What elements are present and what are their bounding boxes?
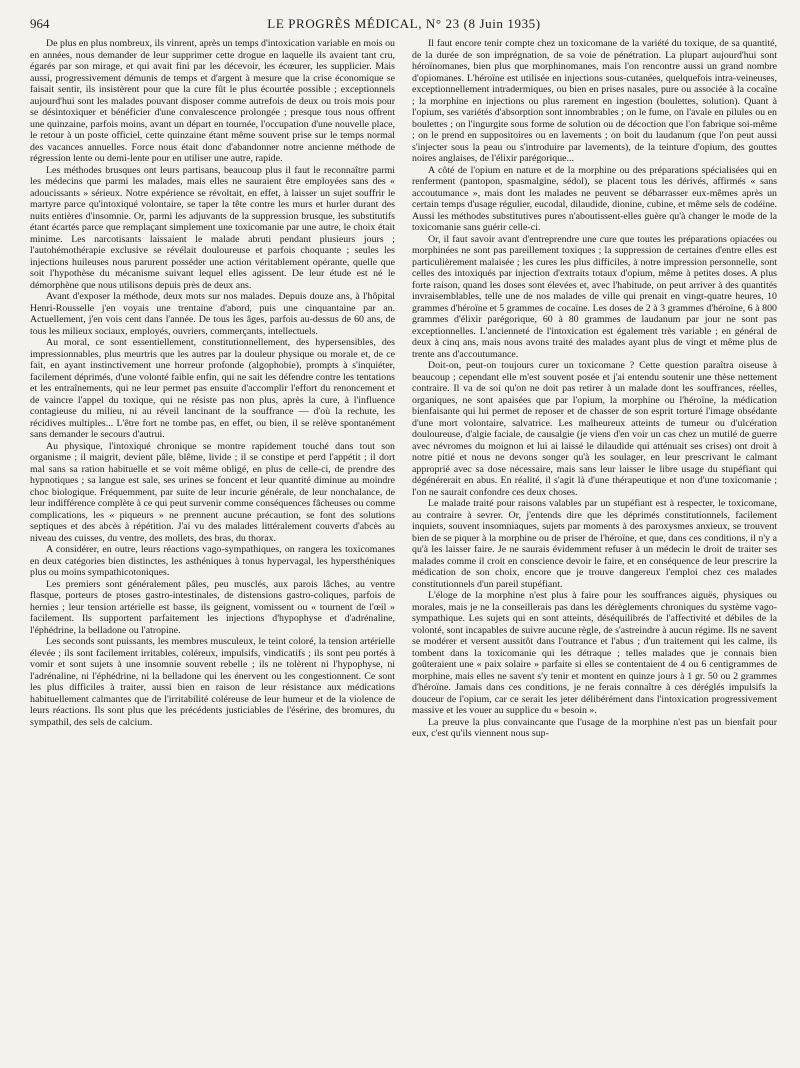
paragraph: Or, il faut savoir avant d'entreprendre une cure que toutes les préparations opiacées ou morphinées ne sont pas pareillement toxiques ; la suppression de certaines d'entre elles est particulièrement malaisée ; les cures les plus difficiles, à notre impression personnelle, sont celles des intoxiqués par injection d'extraits totaux d'opium, même à petites doses. A plus forte raison, quand les doses sont élevées et, avec l'habitude, on peut arriver à des quantités invraisemblables, telle une de nos malades de ville qui prenait en vingt-quatre heures, 10 grammes d'héroïne et 5 grammes de cocaïne. Les doses de 2 à 3 grammes d'héroïne, 6 à 800 grammes d'élixir parégorique, 60 à 80 grammes de laudanum par jour ne sont pas exceptionnelles. L'ancienneté de l'intoxication est également très variable ; en général de deux à cinq ans, mais nous avons traité des malades ayant plus de vingt et même plus de trente ans d'accoutumance. [412, 233, 777, 360]
paragraph: Au physique, l'intoxiqué chronique se montre rapidement touché dans tout son organisme ; il maigrit, devient pâle, blême, livide ; il se constipe et perd l'appétit ; il dort mal sans sa ration habituelle et se voit même obligé, en plus de celle-ci, de prendre des hypnotiques ; sa langue est sale, ses urines se foncent et leur quantité diminue au moindre choc biologique. Fréquemment, par suite de leur incurie générale, de leur nonchalance, de leur indifférence complète à ce qui peut survenir comme conséquences fâcheuses ou comme complications, les « piqueurs » ne prennent aucune précaution, se font des solutions septiques et des abcès à répétition. J'ai vu des malades littéralement couverts d'abcès au niveau des cuisses, du ventre, des mollets, des bras, du thorax. [30, 440, 395, 544]
paragraph: Le malade traité pour raisons valables par un stupéfiant est à respecter, le toxicomane, au contraire à sevrer. Or, j'entends dire que les déprimés constitutionnels, facilement inquiets, souvent insomniaques, sujets par moments à des paroxysmes anxieux, se trouvent bien de se piquer à la morphine ou de priser de l'héroïne, et que, dans ces conditions, il n'y a qu'à les laisser faire. Je ne saurais évidemment refuser à un médecin le droit de traiter ses malades comme il croit en conscience devoir le faire, et en conséquence de leur prescrire la médication de son choix, encore que je trouve dangereux l'emploi chez ces malades constitutionnels d'un pareil stupéfiant. [412, 498, 777, 590]
paragraph: Avant d'exposer la méthode, deux mots sur nos malades. Depuis douze ans, à l'hôpital Henri-Rousselle j'en voyais une trentaine d'abord, puis une cinquantaine par an. Actuellement, j'en vois cent dans l'année. De tous les âges, parfois au-dessus de 60 ans, de tous les milieux sociaux, employés, ouvriers, commerçants, intellectuels. [30, 291, 395, 337]
paragraph: De plus en plus nombreux, ils vinrent, après un temps d'intoxication variable en mois ou en années, nous demander de leur supprimer cette drogue en laquelle ils avaient tant cru, égarés par son mirage, et qui avait fini par les décevoir, les écœurer, les supplicier. Mais aussi, progressivement démunis de temps et d'argent à mesure que la crise économique se faisait sentir, ils insistèrent pour que la cure fût le plus écourtée possible ; exceptionnels aujourd'hui sont les malades pouvant disposer comme autrefois de deux ou trois mois pour se désintoxiquer et bénéficier d'une convalescence prolongée ; presque tous nous offrent une quinzaine, parfois moins, avant un départ en tournée, l'occupation d'une nouvelle place, le retour à un poste officiel, cette quinzaine étant même souvent prise sur le temps normal des vacances annuelles. Force nous était donc d'abandonner notre ancienne méthode de régression lente ou demi-lente pour en utiliser une autre, rapide. [30, 38, 395, 164]
page-header [30, 16, 778, 32]
paragraph: Les méthodes brusques ont leurs partisans, beaucoup plus il faut le reconnaître parmi les médecins que parmi les malades, mais elles ne sauraient être employées sans des « adoucissants » sérieux. Notre expérience se révoltait, en effet, à laisser un sujet souffrir le martyre parce qu'intoxiqué volontaire, se taper la tête contre les murs et hurler durant des nuits entières d'insomnie. Or, parmi les adjuvants de la suppression brusque, les substitutifs étant écartés parce que remplaçant simplement une toxicomanie par une autre, le choix était minime. Les narcotisants laissaient le malade abruti pendant plusieurs jours ; l'autohémothérapie exclusive se révélait douloureuse et parfois choquante ; seules les injections huileuses nous parurent posséder une action véritablement opérante, quelle que soit l'hypothèse du mécanisme suivant lequel elles agissent. De leur étude est né le démorphène que nous utilisons depuis près de deux ans. [30, 164, 395, 291]
paragraph: Doit-on, peut-on toujours curer un toxicomane ? Cette question paraîtra oiseuse à beaucoup ; cependant elle m'est souvent posée et j'ai entendu soutenir une thèse nettement contraire. Il va de soi qu'on ne doit pas retirer à un malade dont les souffrances, réelles, organiques, ne sont apaisées que par l'opium, la morphine ou l'héroïne, la médication bienfaisante qui lui permet de reposer et de chasser de son esprit torturé l'image obsédante d'une mort volontaire, salvatrice. Les malheureux atteints de tumeur ou d'ulcération douloureuse, d'algie faciale, de causalgie (je viens d'en voir un cas chez un mutilé de guerre avec névromes du moignon et lui ai laissé le dilaudide qui atténuait ses crises) ont droit à notre pitié et nous ne devons songer qu'à les soulager, en leur prescrivant le calmant approprié avec sa dose nécessaire, mais sans leur laisser le libre usage du stupéfiant qui dégénérerait en abus. En réalité, il s'agit là d'une thérapeutique et non d'une toxicomanie ; l'on ne saurait confondre ces deux choses. [412, 360, 777, 498]
page-number: 964 [30, 16, 50, 31]
paragraph: Il faut encore tenir compte chez un toxicomane de la variété du toxique, de sa quantité, de la durée de son imprégnation, de sa voie de pénétration. La plupart aujourd'hui sont héroïnomanes, bien plus que morphinomanes, mais l'on rencontre aussi un grand nombre d'opiomanes. L'héroïne est utilisée en injections sous-cutanées, quelquefois intra-veineuses, exceptionnellement intradermiques, ou bien en prises nasales, pure ou associée à la cocaïne ; la morphine en injections ou plus rarement en ingestion (boulettes, solution). Quant à l'opium, ses variétés d'absorption sont innombrables ; on le fume, on l'avale en pilules ou en boulettes ; on l'ingurgite sous forme de solution ou de décoction que l'on fabrique soi-même ; on le prend en suppositoires ou en lavements ; on boit du laudanum (que l'on peut aussi s'injecter sous la peau ou s'introduire par lavements), de la teinture d'opium, des gouttes noires anglaises, de l'élixir parégorique... [412, 38, 777, 164]
paragraph: Au moral, ce sont essentiellement, constitutionnellement, des hypersensibles, des impressionnables, plus meurtris que les autres par la douleur physique ou morale et, de ce fait, en ayant instinctivement une horreur profonde (algophobie), prompts à s'inquiéter, facilement déprimés, d'une volonté faible enfin, qui ne sait les défendre contre les tentations et les entraînements, qui ne leur permet pas ensuite d'accomplir l'effort du renoncement et de vaincre l'appel du toxique, qui ne résiste pas non plus, après la cure, à l'influence contagieuse du milieu, ni au réveil lancinant de la souffrance — d'où la rechute, les récidives multiples... L'être fort ne tombe pas, en effet, ou bien, il se relève spontanément sans demander le secours d'autrui. [30, 337, 395, 440]
journal-title: LE PROGRÈS MÉDICAL, N° 23 (8 Juin 1935) [267, 16, 541, 31]
paragraph: A considérer, en outre, leurs réactions vago-sympathiques, on rangera les toxicomanes en deux catégories bien distinctes, les asthéniques à tonus hypervagal, les hypersthéniques plus ou moins sympathicotoniques. [30, 544, 395, 578]
paragraph: L'éloge de la morphine n'est plus à faire pour les souffrances aiguës, physiques ou morales, mais je ne la conseillerais pas dans les dérèglements chroniques du système vago-sympathique. Les sujets qui en sont atteints, déséquilibrés de l'affectivité et débiles de la volonté, sont incapables de suivre aucune règle, de s'astreindre à aucun régime. Ils ne savent se modérer et versent aussitôt dans l'outrance et l'abus ; d'un traitement qui les calme, ils tombent dans la toxicomanie qui les détraque ; telles malades que je connais bien goûteraient une « paix solaire » parfaite si elles se contentaient de 4 ou 6 centigrammes de morphine, mais elles ne savent s'y tenir et montent en quinze jours à 1 gr. 50 ou 2 grammes d'héroïne. Jamais dans ces conditions, je ne ferais connaître à ces déréglés impulsifs la douceur de l'opium, car ce serait les jeter délibérément dans l'intoxication progressivement massive et les vouer au supplice du « besoin ». [412, 590, 777, 716]
paragraph: Les seconds sont puissants, les membres musculeux, le teint coloré, la tension artérielle élevée ; ils sont facilement irritables, coléreux, impulsifs, vindicatifs ; ils sont peu portés à vomir et sont sujets à une insomnie souvent rebelle ; ils ne tolèrent ni l'hypophyse, ni l'adrénaline, ni l'éphédrine, ni la belladone qui les énervent ou les congestionnent. Ce sont les plus difficiles à traiter, aussi bien en raison de leur résistance aux médications habituellement calmantes que de l'irritabilité coléreuse de leur humeur et de la violence de leurs réactions. Ils sont plus que les précédents justiciables de l'ésérine, des bromures, du sympathil, des sels de calcium. [30, 636, 395, 728]
paragraph: A côté de l'opium en nature et de la morphine ou des préparations spécialisées qui en renferment (pantopon, spasmalgine, sédol), se placent tous les dérivés, affirmés « sans accoutumance », mais dont les malades ne peuvent se débarrasser eux-mêmes après un certain temps d'usage régulier, eucodal, dilaudide, dionine, cubine, et même sels de codéine. Aussi les méthodes substitutives pures n'aboutissent-elles guère qu'à changer le mode de la toxicomanie sans guérir celle-ci. [412, 164, 777, 233]
paragraph: Les premiers sont généralement pâles, peu musclés, aux parois lâches, au ventre flasque, porteurs de ptoses gastro-intestinales, de distensions gastro-coliques, parfois de hernies ; leur tension artérielle est basse, ils geignent, vomissent ou « tournent de l'œil » facilement. Ils supportent parfaitement les injections d'hypophyse et d'adrénaline, l'éphédrine, la belladone ou l'atropine. [30, 578, 395, 636]
paragraph: La preuve la plus convaincante que l'usage de la morphine n'est pas un bienfait pour eux, c'est qu'ils viennent nous sup- [412, 716, 777, 739]
article-body [30, 38, 778, 740]
right-column [412, 38, 777, 740]
left-column [30, 38, 395, 740]
